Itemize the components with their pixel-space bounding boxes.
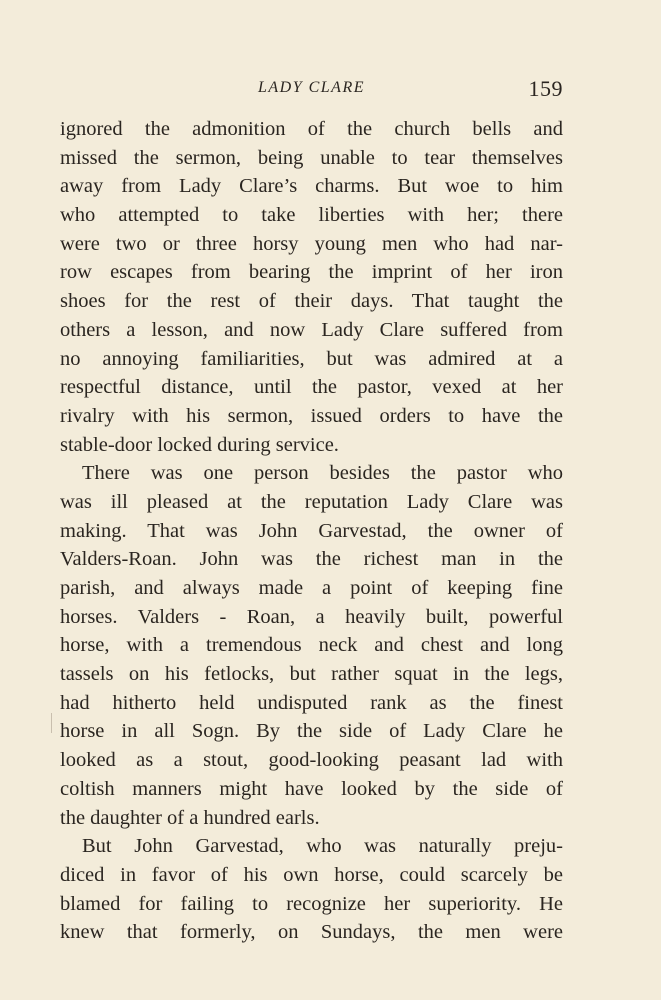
body-text xyxy=(60,115,563,947)
text-line: looked as a stout, good-looking peasant lad with xyxy=(60,749,563,772)
text-line: horses. Valders - Roan, a heavily built, powerful xyxy=(60,605,563,628)
text-line: had hitherto held undisputed rank as the finest xyxy=(60,691,563,714)
text-line: blamed for failing to recognize her superiority. He xyxy=(60,892,563,915)
text-line: But John Garvestad, who was naturally preju- xyxy=(82,835,563,858)
running-head xyxy=(60,76,563,106)
text-line: ignored the admonition of the church bells and xyxy=(60,118,563,140)
text-line: knew that formerly, on Sundays, the men were xyxy=(60,921,563,944)
text-line: Valders-Roan. John was the richest man in the xyxy=(60,548,563,571)
text-line: tassels on his fetlocks, but rather squat in the legs, xyxy=(60,663,563,686)
text-line: diced in favor of his own horse, could scarcely be xyxy=(60,863,563,886)
text-line: no annoying familiarities, but was admired at a xyxy=(60,347,563,370)
text-line: making. That was John Garvestad, the owner of xyxy=(60,519,563,542)
text-line: away from Lady Clare’s charms. But woe to him xyxy=(60,175,563,198)
text-line: respectful distance, until the pastor, vexed at her xyxy=(60,376,563,399)
text-line: others a lesson, and now Lady Clare suffered from xyxy=(60,318,563,341)
page-number: 159 xyxy=(528,76,563,101)
text-line: horse in all Sogn. By the side of Lady Clare he xyxy=(60,720,563,743)
text-line: horse, with a tremendous neck and chest and long xyxy=(60,634,563,657)
text-line: were two or three horsy young men who had nar- xyxy=(60,232,563,255)
text-line: the daughter of a hundred earls. xyxy=(60,806,320,829)
text-line: rivalry with his sermon, issued orders to have the xyxy=(60,404,563,427)
running-title: LADY CLARE xyxy=(257,79,365,96)
text-line: row escapes from bearing the imprint of her iron xyxy=(60,261,563,284)
margin-mark xyxy=(51,713,52,733)
text-line: missed the sermon, being unable to tear themselves xyxy=(60,146,563,169)
text-line: who attempted to take liberties with her; there xyxy=(60,204,563,227)
text-line: shoes for the rest of their days. That taught the xyxy=(60,290,563,313)
text-line: There was one person besides the pastor who xyxy=(82,462,563,485)
text-line: coltish manners might have looked by the side of xyxy=(60,777,563,800)
text-line: was ill pleased at the reputation Lady Clare was xyxy=(60,490,563,513)
text-line: parish, and always made a point of keeping fine xyxy=(60,577,563,599)
text-line: stable-door locked during service. xyxy=(60,433,339,456)
